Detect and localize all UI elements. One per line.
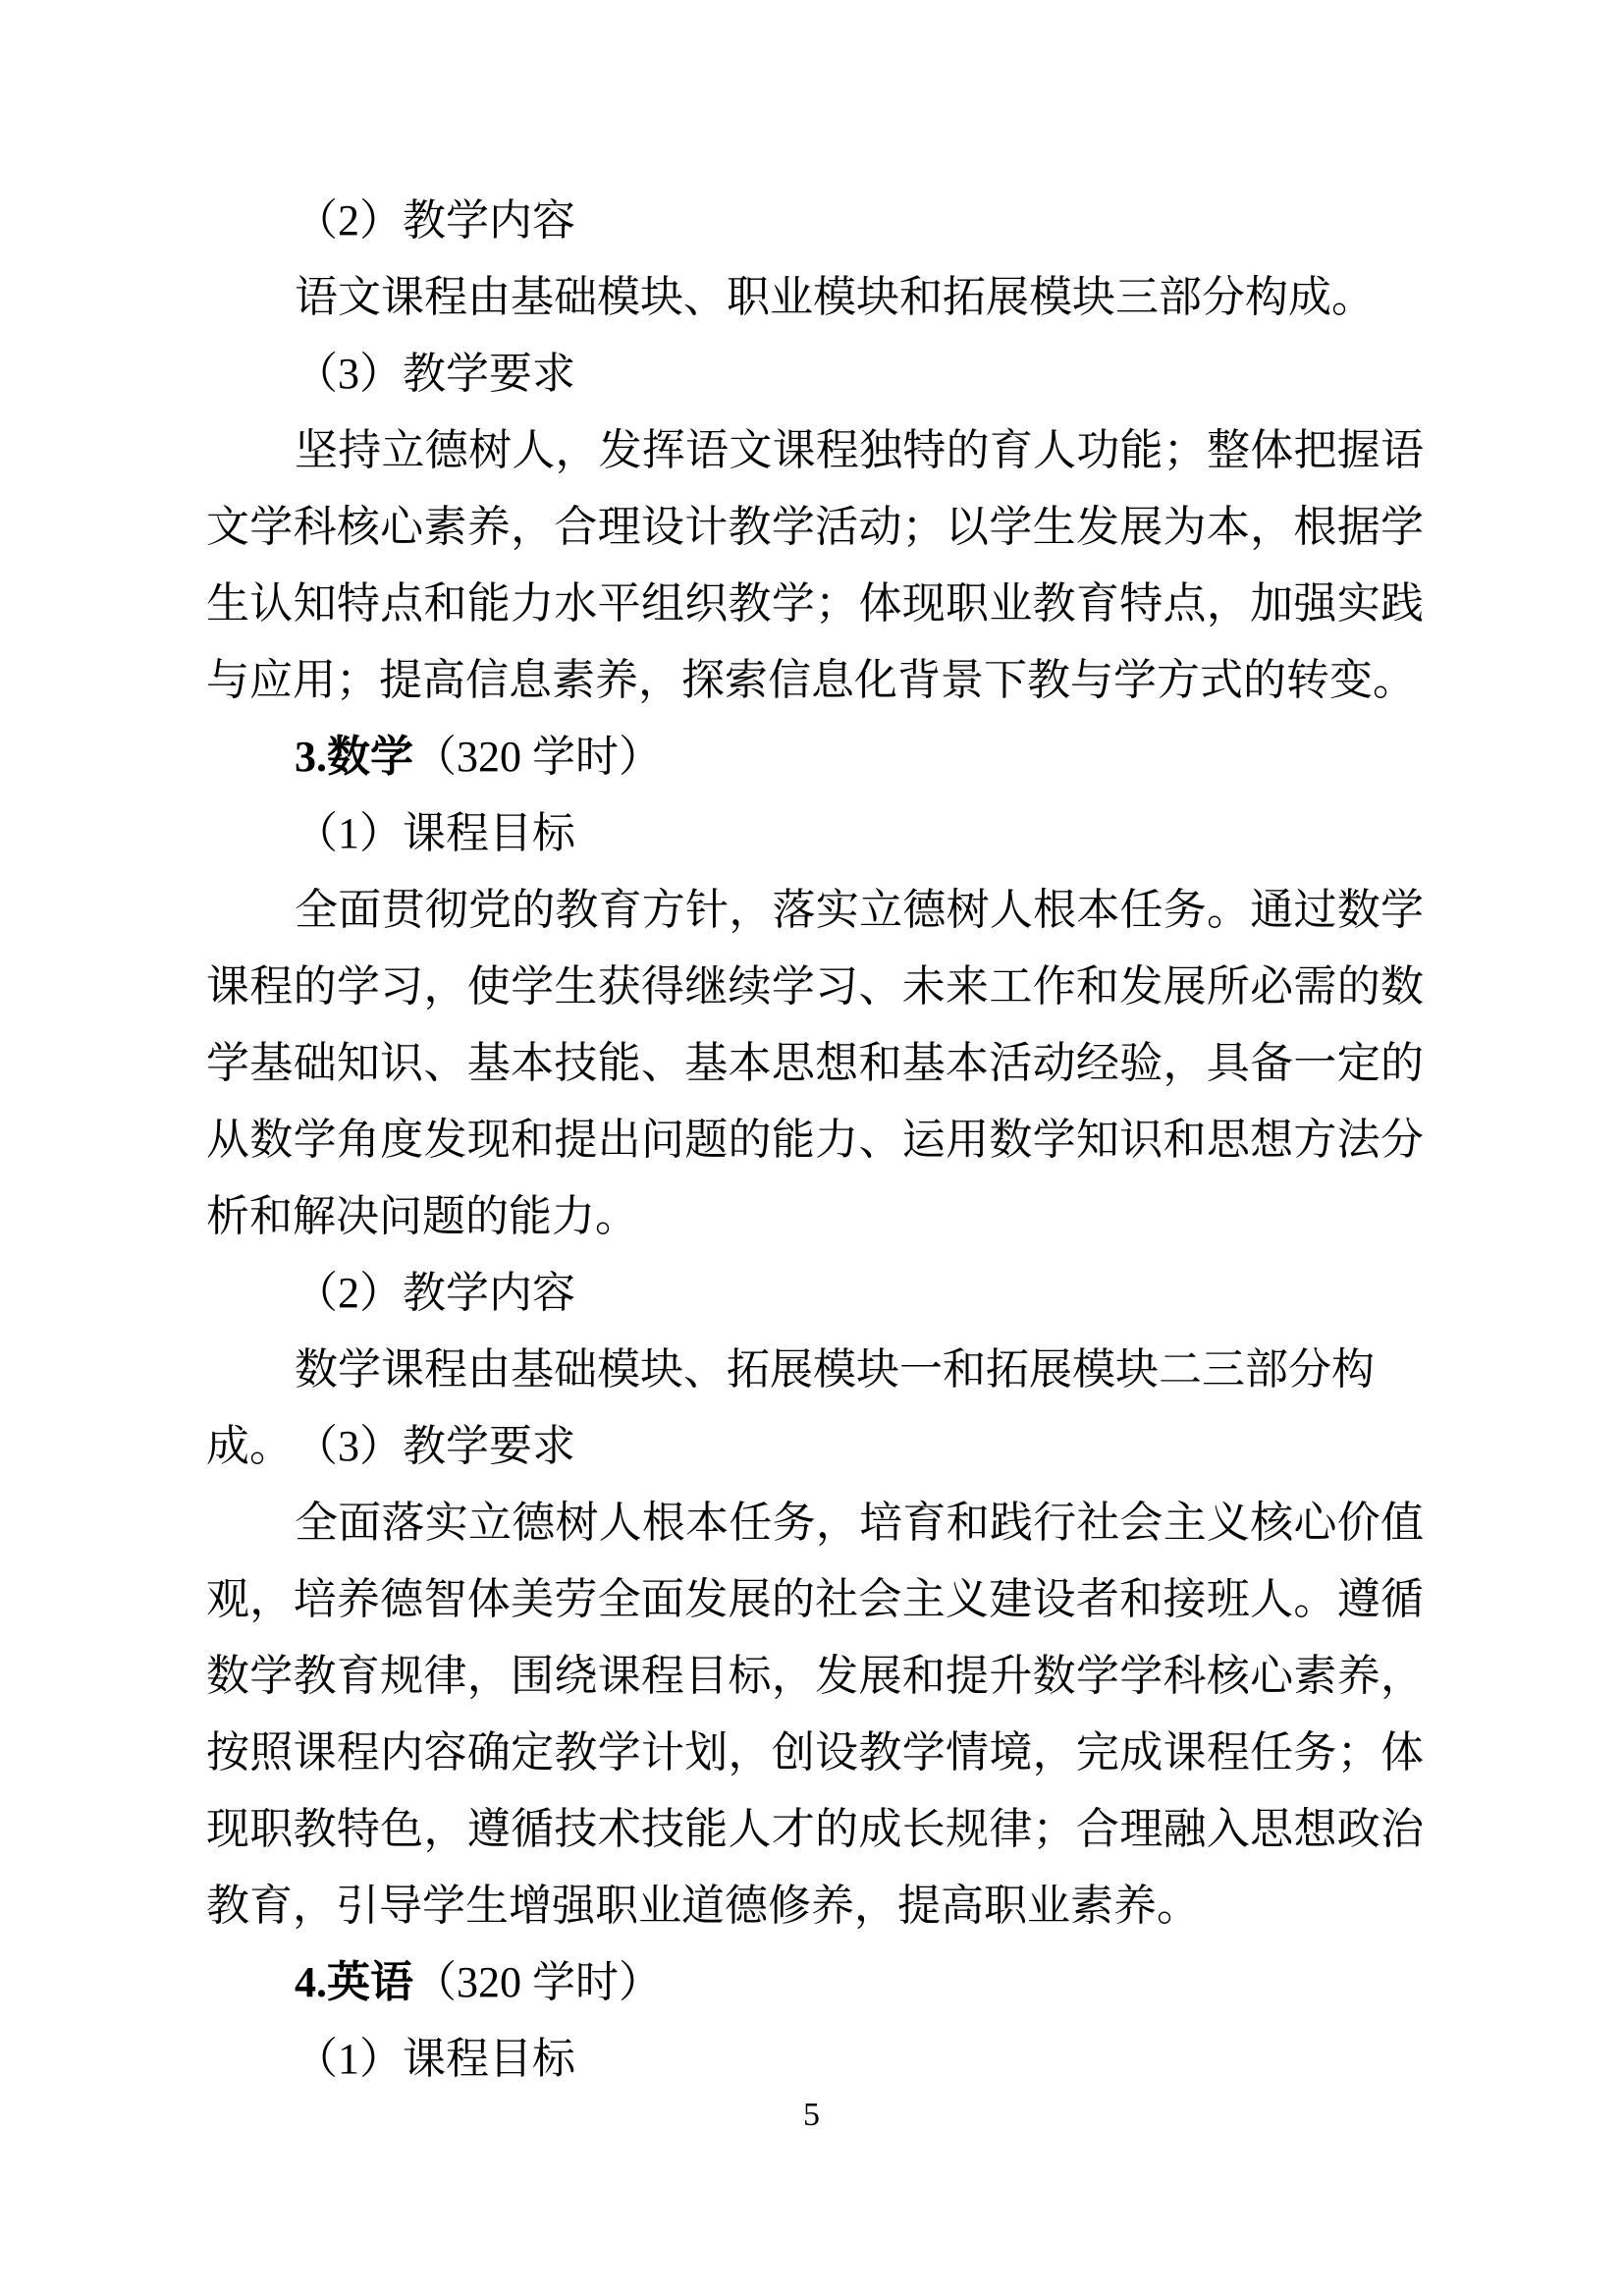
paragraph-line: 观，培养德智体美劳全面发展的社会主义建设者和接班人。遵循	[206, 1575, 1424, 1623]
paragraph-line: 学基础知识、基本技能、基本思想和基本活动经验，具备一定的	[206, 1039, 1424, 1087]
paragraph-line: 数学教育规律，围绕课程目标，发展和提升数学学科核心素养，	[206, 1652, 1424, 1700]
subheading-teaching-requirements: （3）教学要求	[295, 1422, 575, 1470]
paragraph-line: 教育，引导学生增强职业道德修养，提高职业素养。	[206, 1882, 1200, 1930]
page-number: 5	[803, 2097, 820, 2133]
subheading-teaching-requirements: （3）教学要求	[295, 350, 575, 398]
paragraph-line: 现职教特色，遵循技术技能人才的成长规律；合理融入思想政治	[206, 1805, 1424, 1853]
document-body	[206, 183, 1424, 2098]
subheading-teaching-content: （2）教学内容	[295, 1269, 575, 1317]
heading-math-title: 3.数学	[295, 733, 413, 781]
paragraph-line: 从数学角度发现和提出问题的能力、运用数学知识和思想方法分	[206, 1116, 1424, 1164]
subheading-course-objectives: （1）课程目标	[295, 2035, 575, 2083]
subheading-course-objectives: （1）课程目标	[295, 809, 575, 857]
paragraph-line: 课程的学习，使学生获得继续学习、未来工作和发展所必需的数	[206, 962, 1424, 1011]
paragraph-line: 生认知特点和能力水平组织教学；体现职业教育特点，加强实践	[206, 579, 1424, 628]
heading-english-title: 4.英语	[295, 1958, 413, 2006]
subheading-teaching-content: （2）教学内容	[295, 196, 575, 245]
paragraph-line: 语文课程由基础模块、职业模块和拓展模块三部分构成。	[295, 273, 1375, 321]
heading-english-course	[206, 1944, 1424, 2021]
paragraph-line: 全面贯彻党的教育方针，落实立德树人根本任务。通过数学	[295, 886, 1424, 934]
heading-math-hours: （320 学时）	[413, 733, 662, 781]
paragraph-line: 坚持立德树人，发挥语文课程独特的育人功能；整体把握语	[295, 426, 1424, 474]
paragraph-line: 全面落实立德树人根本任务，培育和践行社会主义核心价值	[295, 1499, 1424, 1547]
heading-english-hours: （320 学时）	[413, 1958, 662, 2006]
paragraph-line: 数学课程由基础模块、拓展模块一和拓展模块二三部分构成。	[206, 1345, 1375, 1470]
heading-math-course	[206, 719, 1424, 795]
paragraph-line: 与应用；提高信息素养，探索信息化背景下教与学方式的转变。	[206, 656, 1416, 704]
paragraph-line: 按照课程内容确定教学计划，创设教学情境，完成课程任务；体	[206, 1728, 1424, 1777]
paragraph-line: 析和解决问题的能力。	[206, 1192, 638, 1240]
paragraph-line: 文学科核心素养，合理设计教学活动；以学生发展为本，根据学	[206, 503, 1424, 551]
